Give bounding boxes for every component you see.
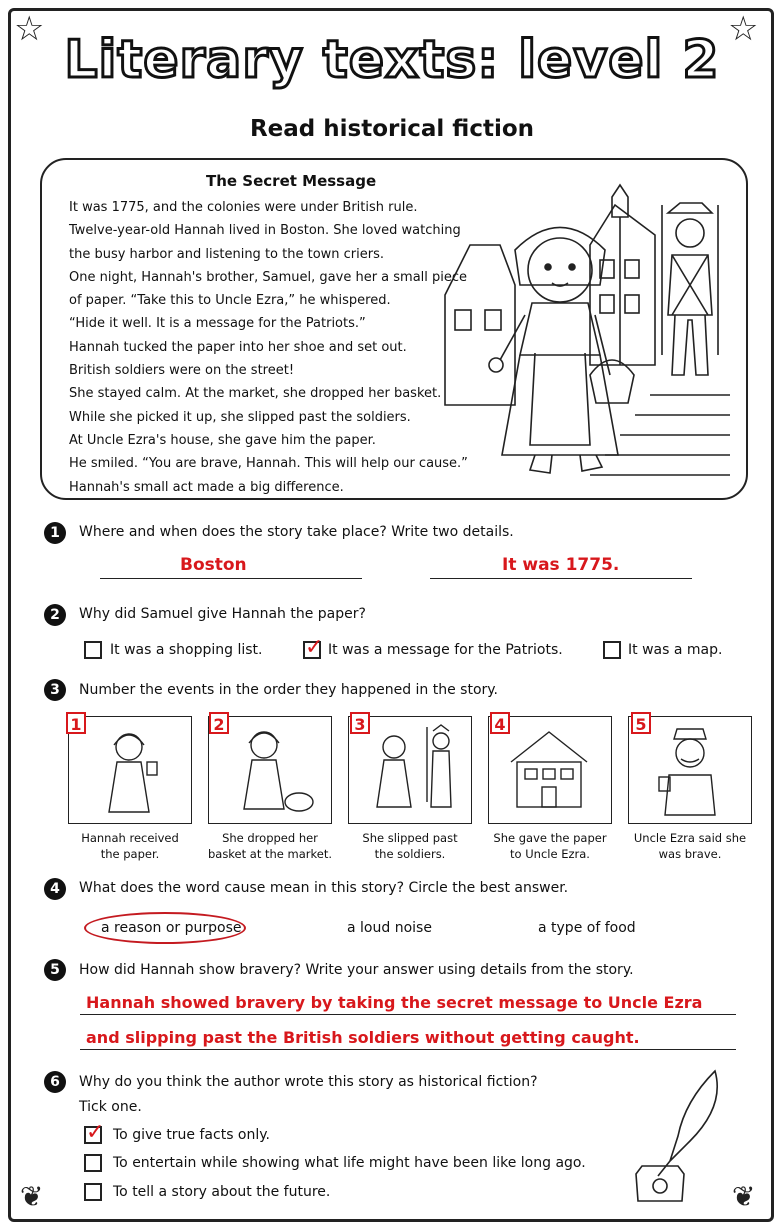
question-3-text: Number the events in the order they happened in the story. bbox=[79, 682, 499, 698]
q2-option-3: It was a map. bbox=[628, 642, 723, 658]
event-caption: Hannah received the paper. bbox=[81, 831, 179, 861]
story-line: the busy harbor and listening to the town criers. bbox=[69, 246, 385, 262]
q1-answer-place: Boston bbox=[180, 555, 247, 575]
story-title: The Secret Message bbox=[206, 172, 377, 190]
question-6-instruction: Tick one. bbox=[79, 1099, 142, 1115]
answer-line bbox=[80, 1049, 736, 1050]
story-line: She stayed calm. At the market, she dropped her basket. bbox=[69, 386, 442, 402]
event-number-box[interactable]: 2 bbox=[209, 712, 229, 734]
leaf-sprig-icon: ❦ bbox=[732, 1180, 756, 1213]
event-number-box[interactable]: 1 bbox=[66, 712, 86, 734]
hannah-and-soldier-illustration bbox=[440, 175, 740, 485]
red-tick-icon: ✓ bbox=[86, 1120, 105, 1145]
story-line: British soldiers were on the street! bbox=[69, 363, 295, 379]
page-title: Literary texts: level 2 bbox=[64, 30, 720, 90]
q2-option-1: It was a shopping list. bbox=[110, 642, 263, 658]
q4-option-2[interactable]: a loud noise bbox=[347, 920, 432, 936]
answer-line bbox=[100, 578, 362, 579]
girl-with-letter-icon bbox=[69, 717, 190, 822]
event-picture-box bbox=[68, 716, 192, 824]
question-number-badge: 4 bbox=[44, 878, 66, 900]
answer-line bbox=[430, 578, 692, 579]
event-caption: Uncle Ezra said she was brave. bbox=[633, 831, 747, 861]
story-line: “Hide it well. It is a message for the Patriots.” bbox=[69, 316, 366, 332]
event-caption: She gave the paper to Uncle Ezra. bbox=[493, 831, 607, 861]
event-number-box[interactable]: 3 bbox=[350, 712, 370, 734]
event-caption: She dropped her basket at the market. bbox=[207, 831, 333, 861]
page-subtitle: Read historical fiction bbox=[249, 116, 535, 142]
story-text bbox=[69, 196, 468, 499]
story-line: Twelve-year-old Hannah lived in Boston. She loved watching bbox=[69, 223, 461, 239]
option-checkbox[interactable] bbox=[84, 641, 102, 659]
q6-option-3: To tell a story about the future. bbox=[113, 1184, 331, 1200]
story-line: of paper. “Take this to Uncle Ezra,” he whispered. bbox=[69, 293, 391, 309]
event-caption: She slipped past the soldiers. bbox=[362, 831, 458, 861]
q6-option-1: To give true facts only. bbox=[113, 1127, 271, 1143]
option-checkbox[interactable] bbox=[84, 1154, 102, 1172]
story-line: It was 1775, and the colonies were under British rule. bbox=[69, 200, 418, 215]
answer-line bbox=[80, 1014, 736, 1015]
story-line: One night, Hannah's brother, Samuel, gave her a small piece bbox=[69, 269, 468, 285]
story-line: At Uncle Ezra's house, she gave him the paper. bbox=[69, 432, 376, 448]
q1-answer-time: It was 1775. bbox=[502, 555, 620, 575]
question-number-badge: 6 bbox=[44, 1071, 66, 1093]
question-1-text: Where and when does the story take place? Write two details. bbox=[79, 524, 514, 540]
question-number-badge: 2 bbox=[44, 604, 66, 626]
story-line: Hannah's small act made a big difference. bbox=[69, 479, 344, 495]
option-checkbox[interactable] bbox=[84, 1183, 102, 1201]
q5-answer-line-2: and slipping past the British soldiers without getting caught. bbox=[86, 1028, 640, 1047]
question-number-badge: 5 bbox=[44, 959, 66, 981]
red-tick-icon: ✓ bbox=[305, 635, 324, 660]
event-number-box[interactable]: 5 bbox=[631, 712, 651, 734]
story-line: Hannah tucked the paper into her shoe and set out. bbox=[69, 339, 407, 355]
quill-and-inkwell-icon bbox=[630, 1066, 730, 1206]
story-line: He smiled. “You are brave, Hannah. This will help our cause.” bbox=[69, 456, 468, 472]
question-number-badge: 3 bbox=[44, 679, 66, 701]
q6-option-2: To entertain while showing what life might have been like long ago. bbox=[113, 1155, 586, 1171]
q4-option-3[interactable]: a type of food bbox=[538, 920, 636, 936]
story-line: While she picked it up, she slipped past the soldiers. bbox=[69, 409, 411, 425]
star-icon: ☆ bbox=[14, 9, 45, 49]
option-checkbox[interactable] bbox=[603, 641, 621, 659]
question-5-text: How did Hannah show bravery? Write your answer using details from the story. bbox=[79, 962, 634, 978]
leaf-sprig-icon: ❦ bbox=[20, 1180, 44, 1213]
q4-option-1[interactable]: a reason or purpose bbox=[101, 920, 242, 936]
event-number-box[interactable]: 4 bbox=[490, 712, 510, 734]
question-4-text: What does the word cause mean in this story? Circle the best answer. bbox=[79, 880, 569, 896]
question-2-text: Why did Samuel give Hannah the paper? bbox=[79, 606, 366, 622]
question-6-text: Why do you think the author wrote this story as historical fiction? bbox=[79, 1074, 538, 1090]
question-number-badge: 1 bbox=[44, 522, 66, 544]
q5-answer-line-1: Hannah showed bravery by taking the secret message to Uncle Ezra bbox=[86, 993, 703, 1012]
star-icon: ☆ bbox=[728, 9, 759, 49]
q2-option-2: It was a message for the Patriots. bbox=[328, 642, 563, 658]
